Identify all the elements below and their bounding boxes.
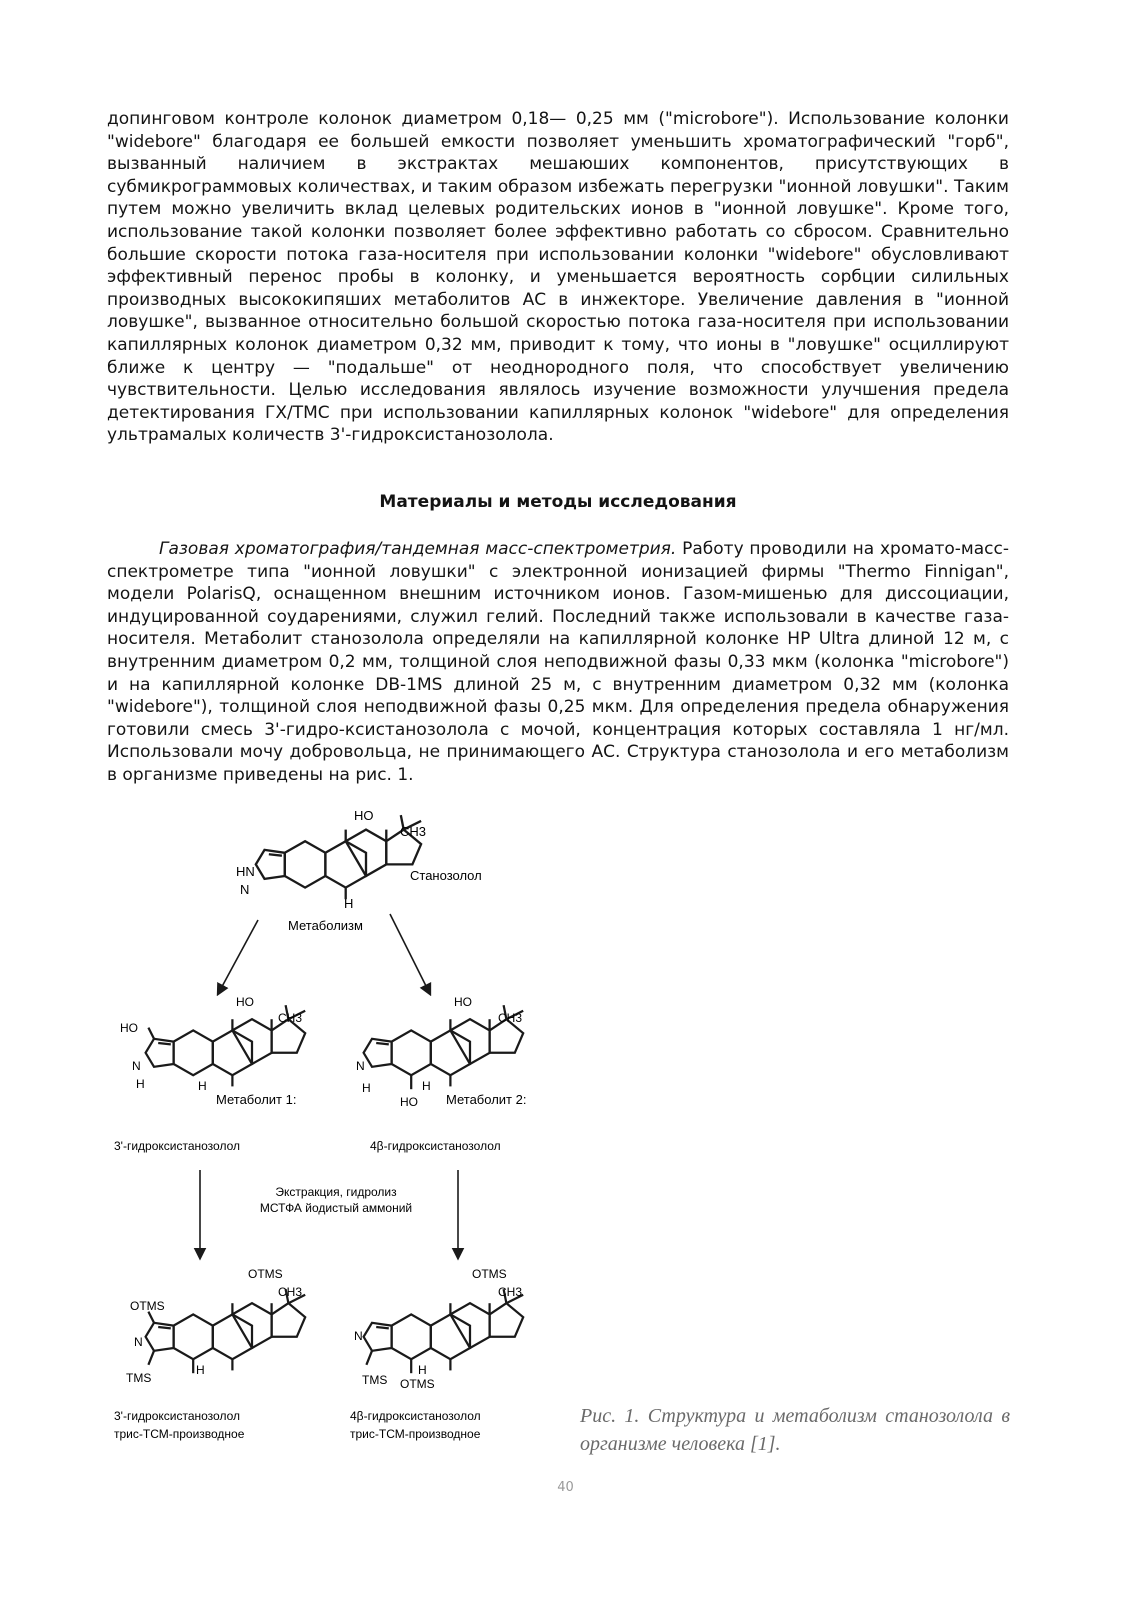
stanozolol-label: Станозолол [410, 868, 482, 883]
d2-atom-h-ring: H [418, 1363, 427, 1377]
stanozolol-metabolism-figure [100, 808, 560, 1468]
metabolite-2-name: 4β-гидроксистанозолол [370, 1139, 501, 1153]
atom-ho: HO [354, 808, 374, 823]
arrow-to-metabolite-2 [390, 914, 430, 994]
m2-atom-ho-bottom: HO [400, 1095, 418, 1109]
section-heading: Материалы и методы исследования [379, 492, 737, 512]
metabolism-label: Метаболизм [288, 918, 363, 933]
atom-h: H [344, 896, 354, 911]
m1-atom-h-left: H [136, 1077, 145, 1091]
m2-atom-n: N [356, 1059, 365, 1073]
m1-atom-ch3: CH3 [278, 1011, 303, 1025]
d1-atom-ch3: CH3 [278, 1285, 303, 1299]
d2-atom-n: N [354, 1329, 363, 1343]
m2-atom-h-left: H [362, 1081, 371, 1095]
d2-atom-tms: TMS [362, 1373, 388, 1387]
derivative-2-structure [364, 1289, 524, 1373]
paragraph-2-italic-lead: Газовая хроматография/тандемная масс-спектрометрия. [159, 539, 677, 559]
d2-atom-otms-top: OTMS [472, 1267, 507, 1281]
metabolite-1-label: Метаболит 1: [216, 1092, 297, 1107]
d1-atom-h-ring: H [196, 1363, 205, 1377]
derivative-1-structure [146, 1289, 306, 1373]
metabolite-2-label: Метаболит 2: [446, 1092, 527, 1107]
m2-atom-ch3: CH3 [498, 1011, 523, 1025]
paragraph-2-text: Работу проводили на хромато-масс-спектрометре типа "ионной ловушки" с электронной ионизацией фирмы "Thermo Finnigan", модели PolarisQ, оснащенном внешним источником ионов. Газом-мишенью для диссоциации, индуцированной соударениями, служил гелий. Последний также использовали в качестве газа-носителя. Метаболит станозолола определяли на капиллярной колонке HP Ultra длиной 12 м, с внутренним диаметром 0,2 мм, толщиной слоя неподвижной фазы 0,33 мкм (колонка "microbore") и на капиллярной колонке DB-1MS длиной 25 м, с внутренним диаметром 0,32 мм (колонка "widebore"), толщиной слоя неподвижной фазы 0,25 мкм. Для определения предела обнаружения готовили смесь 3'-гидро-ксистанозолола с мочой, концентрация которых составляла 1 нг/мл. Использовали мочу добровольца, не принимающего АС. Структура станозолола и его метаболизм в организме приведены на рис. 1. [107, 539, 1009, 785]
d2-atom-otms-bottom: OTMS [400, 1377, 435, 1391]
m2-atom-h-ring: H [422, 1079, 431, 1093]
m2-atom-ho-top: HO [454, 995, 472, 1009]
m1-atom-ho-top: HO [236, 995, 254, 1009]
figure-caption: Рис. 1. Структура и метаболизм станозолола в организме человека [1]. [580, 1405, 1010, 1455]
body-paragraph-1: допинговом контроле колонок диаметром 0,18— 0,25 мм ("microbore"). Использование колонки "widebore" благодаря ее большей емкости позволяет уменьшить хроматографический "горб", вызванный наличием в экстрактах мешаюших компонентов, присутствующих в субмикрограммовых количествах, и таким образом избежать перегрузки "ионной ловушки". Таким путем можно увеличить вклад целевых родительских ионов в "ионной ловушке". Кроме того, использование такой колонки позволяет более эффективно работать со сбросом. Сравнительно большие скорости потока газа-носителя при использовании колонки "widebore" обусловливают эффективный перенос пробы в колонку, и уменьшается вероятность сорбции силильных производных высококипяших метаболитов АС в инжекторе. Увеличение давления в "ионной ловушке", вызванное относительно большой скоростью потока газа-носителя при использовании капиллярных колонок диаметром 0,32 мм, приводит к тому, что ионы в "ловушке" осциллируют ближе к центру — "подальше" от неоднородного поля, что способствует увеличению чувствительности. Целью исследования являлось изучение возможности улучшения предела детектирования ГХ/ТМС при использовании капиллярных колонок "widebore" для определения ультрамалых количеств 3'-гидроксистанозолола. [107, 109, 1009, 446]
metabolite-1-name: 3'-гидроксистанозолол [114, 1139, 241, 1153]
m1-atom-h-ring: H [198, 1079, 207, 1093]
d1-atom-tms: TMS [126, 1371, 152, 1385]
derivative-2-name-line-2: трис-ТСМ-производное [350, 1427, 481, 1441]
arrow-to-metabolite-1 [218, 920, 258, 994]
atom-ch3: CH3 [400, 824, 427, 839]
m1-atom-ho-left: HO [120, 1021, 138, 1035]
d1-atom-otms-left: OTMS [130, 1299, 165, 1313]
derivative-1-name-line-1: 3'-гидроксистанозолол [114, 1409, 241, 1423]
atom-hn: HN [236, 864, 255, 879]
atom-n: N [240, 882, 250, 897]
extraction-line-2: МСТФА йодистый аммоний [259, 1201, 413, 1215]
m1-atom-n: N [132, 1059, 141, 1073]
derivative-1-name-line-2: трис-ТСМ-производное [114, 1427, 245, 1441]
body-paragraph-2 [107, 538, 1009, 787]
derivative-2-name-line-1: 4β-гидроксистанозолол [350, 1409, 481, 1423]
page-number: 40 [557, 1480, 574, 1495]
extraction-line-1: Экстракция, гидролиз [275, 1185, 397, 1199]
stanozolol-structure [256, 815, 421, 899]
d1-atom-otms-top: OTMS [248, 1267, 283, 1281]
d1-atom-n: N [134, 1335, 143, 1349]
d2-atom-ch3: CH3 [498, 1285, 523, 1299]
